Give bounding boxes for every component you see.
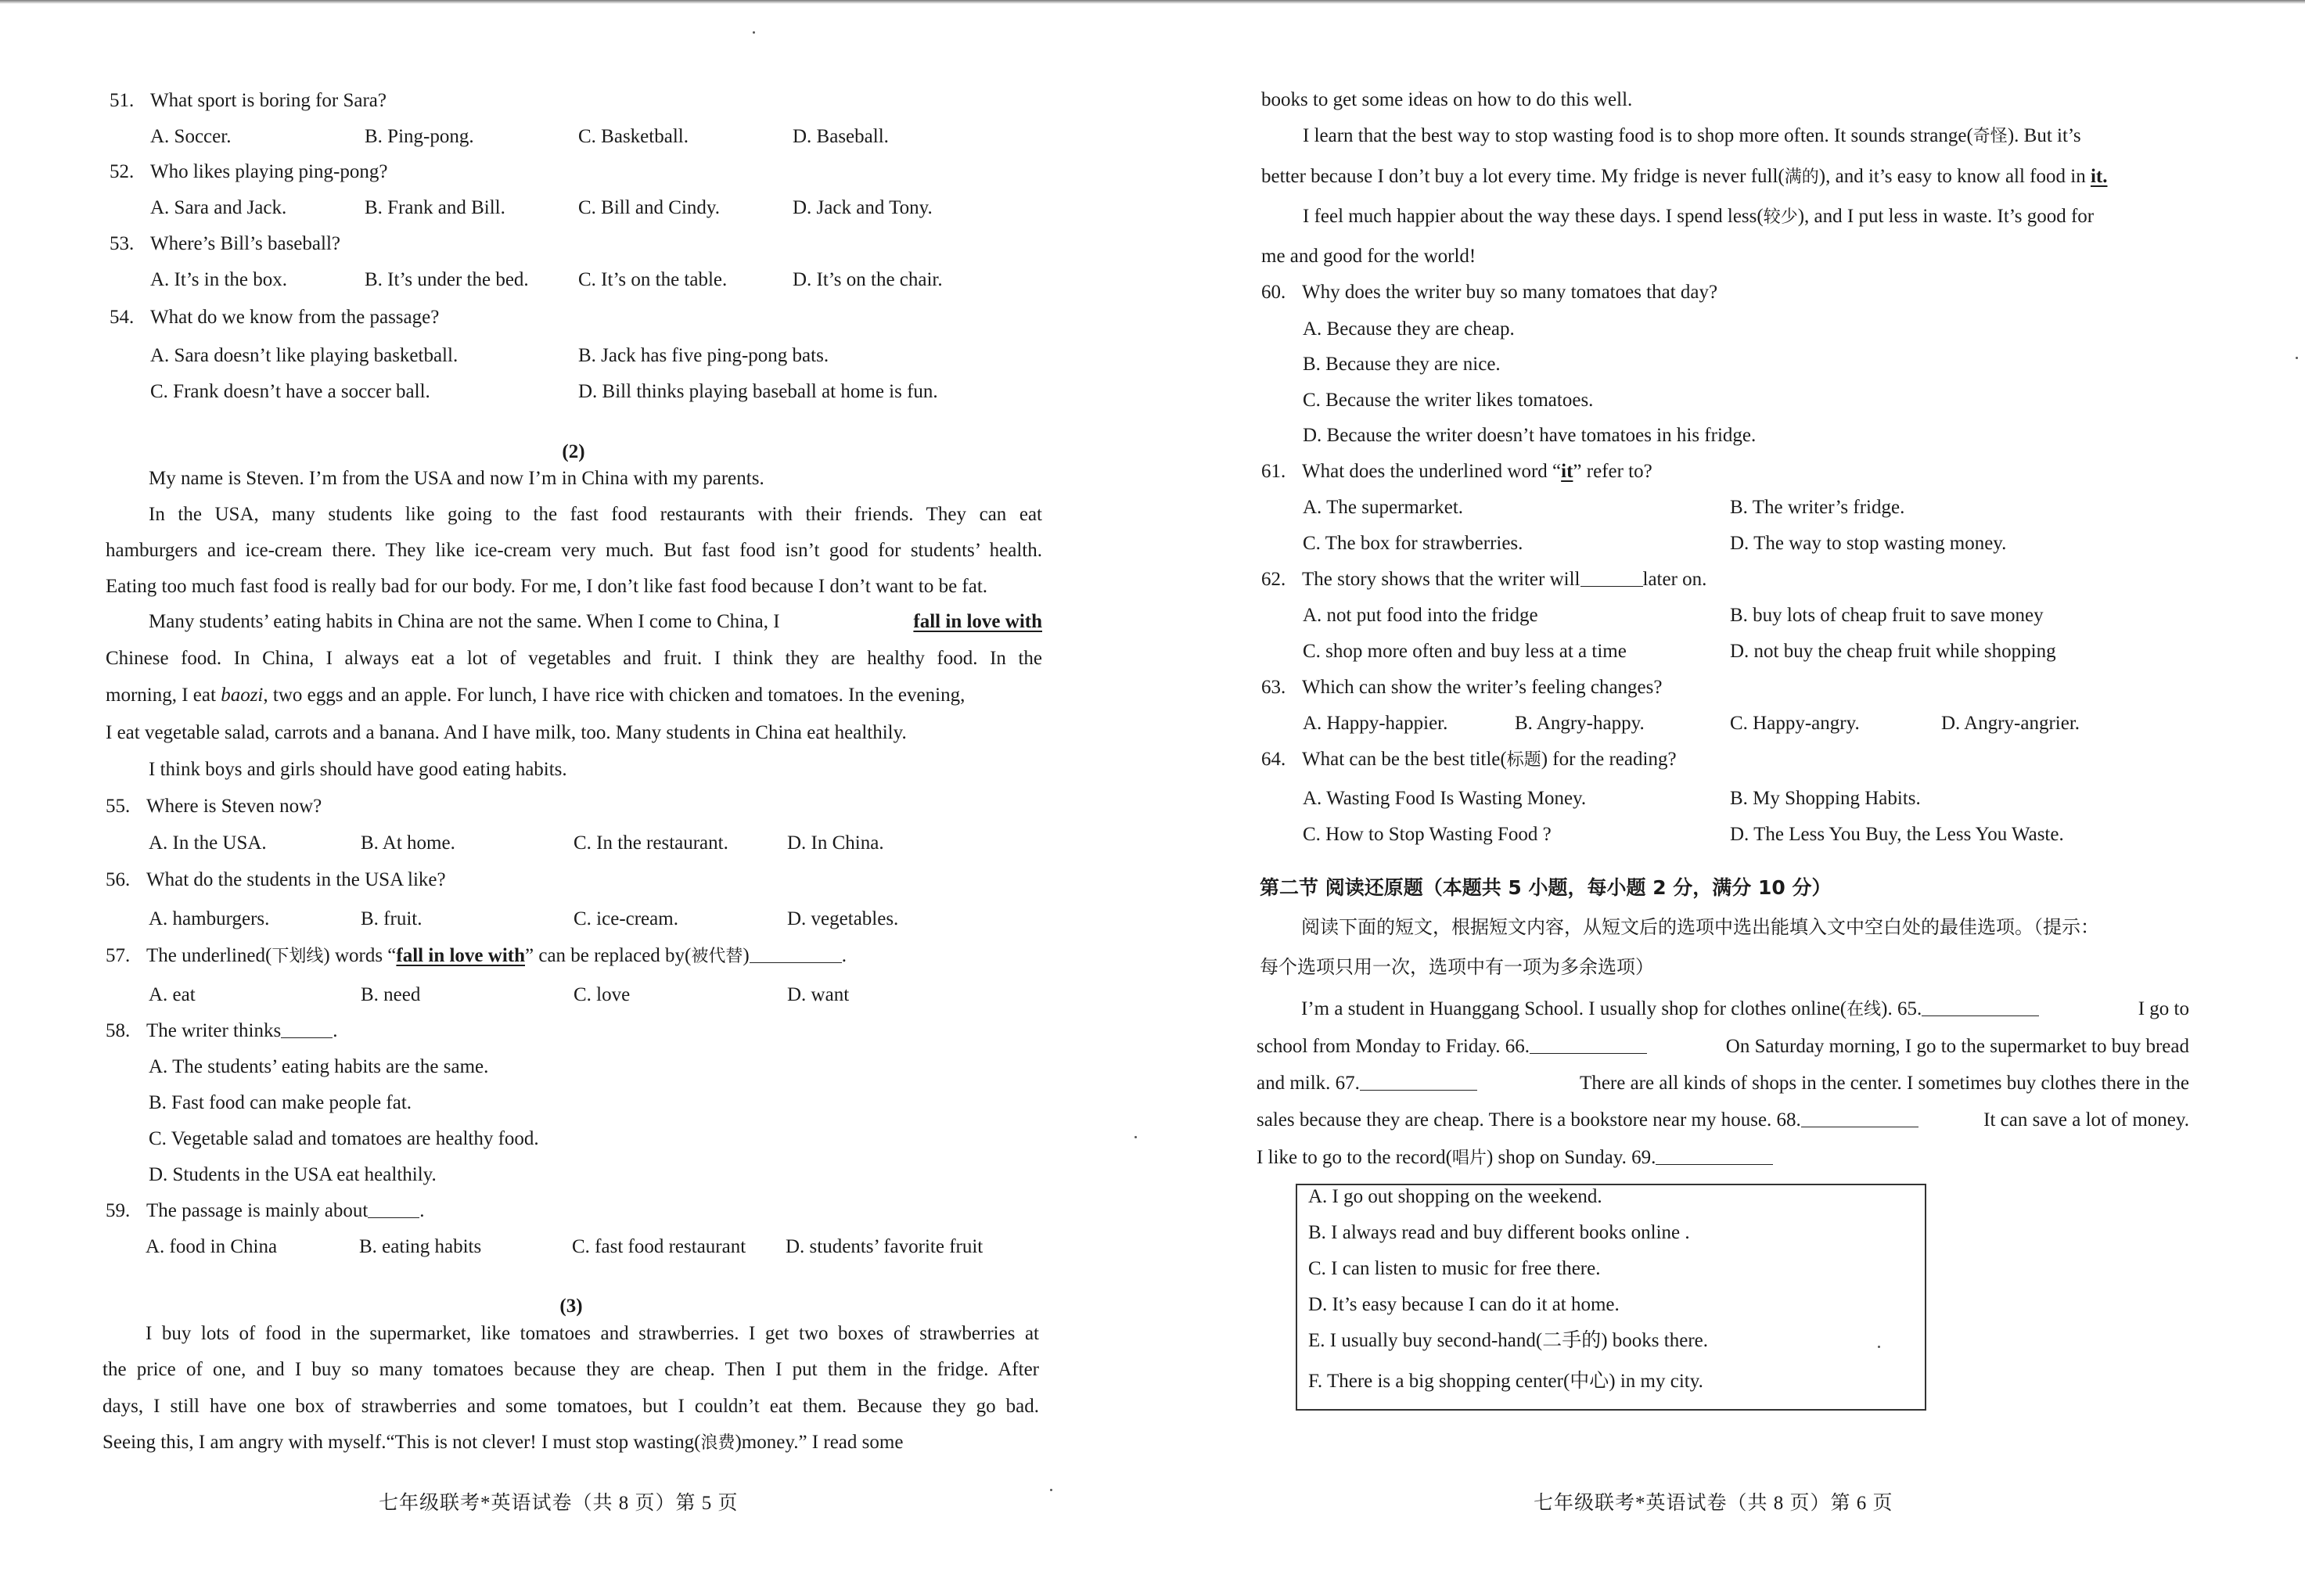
text-run: I like to go to the record( [1257,1147,1452,1168]
option-c[interactable]: C. fast food restaurant [572,1236,746,1257]
instructions-line: 每个选项只用一次，选项中有一项为多余选项） [1260,956,1654,978]
question-number: 59. [106,1200,131,1221]
question-55 [106,795,322,818]
question-number: 61. [1261,461,1286,482]
chinese-gloss: 较少 [1763,207,1798,227]
option-d[interactable]: D. Baseball. [793,126,889,147]
option-a[interactable]: A. It’s in the box. [150,269,287,290]
option-b[interactable]: B. It’s under the bed. [365,269,529,290]
text-run: I go to [2138,998,2189,1019]
text-run: sales because they are cheap. There is a bookstore near my house. 68. [1257,1109,1801,1130]
option-c[interactable]: C. Basketball. [578,126,689,147]
section-heading: 第二节 阅读还原题（本题共 5 小题，每小题 2 分，满分 10 分） [1260,876,1832,899]
answer-blank[interactable] [368,1200,419,1218]
text-run: The underlined( [146,945,272,966]
question-60 [1261,281,1717,304]
choice-b[interactable]: B. I always read and buy different books online . [1308,1222,1690,1243]
question-stem: Why does the writer buy so many tomatoes that day? [1302,282,1718,303]
text-run: ) [743,945,750,966]
text-run: better because I don’t buy a lot every time. My fridge is never full( [1261,166,1785,187]
question-stem: Where’s Bill’s baseball? [150,233,340,254]
question-number: 58. [106,1020,131,1041]
scan-speck [1135,1136,1137,1138]
option-a[interactable]: A. eat [149,984,196,1005]
question-number: 52. [110,161,135,182]
page-5 [0,0,1152,1596]
question-number: 57. [106,945,131,966]
question-number: 55. [106,796,131,817]
question-56 [106,868,446,892]
option-a[interactable]: A. The students’ eating habits are the same. [149,1056,489,1077]
paragraph-line [106,684,965,707]
choice-a[interactable]: A. I go out shopping on the weekend. [1308,1186,1602,1207]
answer-blank-66[interactable] [1530,1036,1647,1054]
question-number: 53. [110,233,135,254]
paragraph-line: In the USA, many students like going to the fast food restaurants with their friends. They can eat [149,504,1042,525]
option-c[interactable]: C. love [574,984,631,1005]
text-run: Seeing this, I am angry with myself.“This is not clever! I must stop wasting( [102,1432,701,1453]
option-d[interactable]: D. students’ favorite fruit [786,1236,983,1257]
option-d[interactable]: D. Bill thinks playing baseball at home is fun. [578,381,938,402]
option-d[interactable]: D. It’s on the chair. [793,269,943,290]
option-b[interactable]: B. Frank and Bill. [365,197,505,218]
question-58 [106,1019,337,1043]
text-run [1303,205,2094,229]
text-run: morning, I eat [106,685,216,706]
option-a[interactable]: A. hamburgers. [149,908,270,929]
option-c[interactable]: C. Bill and Cindy. [578,197,721,218]
option-b[interactable]: B. Because they are nice. [1303,354,1501,375]
question-stem: Which can show the writer’s feeling changes? [1302,677,1663,698]
answer-blank-68[interactable] [1801,1109,1918,1127]
paragraph-line: me and good for the world! [1261,246,1476,267]
paragraph-line: My name is Steven. I’m from the USA and now I’m in China with my parents. [149,468,764,489]
option-d[interactable]: D. Angry-angrier. [1941,713,2080,734]
text-run [1303,124,2081,149]
question-number: 63. [1261,677,1286,698]
option-b[interactable]: B. Angry-happy. [1515,713,1645,734]
answer-blank-69[interactable] [1656,1147,1773,1165]
option-a[interactable]: A. Sara doesn’t like playing basketball. [150,345,458,366]
paragraph-line: Chinese food. In China, I always eat a lot of vegetables and fruit. I think they are healthy food. In the [106,648,1042,669]
text-run: ), and it’s easy to know all food in [1818,166,2086,187]
question-54 [110,306,439,329]
question-57 [106,944,847,969]
chinese-gloss: 标题 [1506,750,1541,770]
paragraph-line: Eating too much fast food is really bad for our body. For me, I don’t like fast food because I don’t want to be fat. [106,576,988,597]
scan-speck [1878,1346,1880,1348]
option-d[interactable]: D. In China. [787,832,884,854]
option-a[interactable]: A. In the USA. [149,832,267,854]
option-c[interactable]: C. Because the writer likes tomatoes. [1303,390,1594,411]
question-stem: What sport is boring for Sara? [150,90,387,111]
option-b[interactable]: B. fruit. [361,908,423,929]
option-b[interactable]: B. My Shopping Habits. [1730,788,1921,809]
option-d[interactable]: D. vegetables. [787,908,899,929]
chinese-gloss: 满的 [1784,167,1819,187]
text-run: It can save a lot of money. [1983,1109,2189,1130]
option-b[interactable]: B. Fast food can make people fat. [149,1092,412,1113]
text-run: On Saturday morning, I go to the supermarket to buy bread [1725,1036,2189,1057]
text-run: . [333,1020,338,1041]
question-61 [1261,460,1652,483]
option-c[interactable]: C. Happy-angry. [1730,713,1860,734]
text-run: There are all kinds of shops in the center. I sometimes buy clothes there in the [1580,1073,2189,1094]
question-number: 51. [110,90,135,111]
question-stem: The writer thinks [146,1020,282,1041]
chinese-gloss: 被代替 [691,947,743,966]
choice-e[interactable]: E. I usually buy second-hand(二手的) books there. [1308,1330,1708,1351]
question-stem: What do we know from the passage? [150,307,440,328]
passage-line [1257,1072,2189,1095]
passage-line [1257,1109,2189,1132]
option-a[interactable]: A. Because they are cheap. [1303,318,1515,340]
paragraph-line [1261,165,2191,189]
question-stem: Where is Steven now? [146,796,322,817]
section-number: (2) [562,441,585,462]
page-footer: 七年级联考*英语试卷（共 8 页）第 6 页 [1534,1493,1893,1514]
underlined-word: it. [2090,166,2108,187]
underlined-phrase: fall in love with [913,611,1042,632]
option-d[interactable]: D. Jack and Tony. [793,197,933,218]
paragraph-line [1303,205,2191,229]
option-c[interactable]: C. It’s on the table. [578,269,728,290]
text-run: ” refer to? [1573,461,1652,482]
scan-speck [753,31,755,34]
paragraph-line: I buy lots of food in the supermarket, like tomatoes and strawberries. I get two boxes of strawberries at [146,1323,1039,1344]
text-run: )money.” I read some [735,1432,904,1453]
italic-word: baozi [221,685,264,706]
option-c[interactable]: C. In the restaurant. [574,832,728,854]
instructions-line: 阅读下面的短文，根据短文内容，从短文后的选项中选出能填入文中空白处的最佳选项。（提示： [1301,916,2099,938]
question-number: 60. [1261,282,1286,303]
passage-line [1301,998,2189,1022]
text-run: What does the underlined word “ [1302,461,1562,482]
text-run: . [841,945,847,966]
option-c[interactable]: C. Vegetable salad and tomatoes are healthy food. [149,1128,539,1149]
question-number: 56. [106,869,131,890]
text-run [1261,165,2107,189]
option-c[interactable]: C. shop more often and buy less at a time [1303,641,1627,662]
paragraph-line: the price of one, and I buy so many tomatoes because they are cheap. Then I put them in the fridge. After [102,1359,1039,1380]
paragraph-line [102,1431,1039,1455]
text-run [1257,1072,1477,1095]
chinese-gloss: 唱片 [1451,1148,1487,1168]
chinese-gloss: 在线 [1847,1000,1882,1019]
option-a[interactable]: A. The supermarket. [1303,497,1464,518]
option-d[interactable]: D. want [787,984,850,1005]
chinese-gloss: 浪费 [700,1433,735,1453]
paragraph-line [149,610,1042,634]
option-a[interactable]: A. Happy-happier. [1303,713,1448,734]
option-a[interactable]: A. Sara and Jack. [150,197,287,218]
page-footer: 七年级联考*英语试卷（共 8 页）第 5 页 [379,1493,739,1514]
answer-blank[interactable] [1580,569,1643,587]
option-b[interactable]: B. Jack has five ping-pong bats. [578,345,829,366]
option-b[interactable]: B. Ping-pong. [365,126,474,147]
text-run: I learn that the best way to stop wasting food is to shop more often. It sounds strange( [1303,125,1973,146]
answer-blank[interactable] [281,1020,333,1038]
text-run: ). But it’s [2007,125,2081,146]
answer-blank-67[interactable] [1360,1073,1477,1091]
option-b[interactable]: B. At home. [361,832,455,854]
underlined-word: it [1561,461,1573,482]
text-run: I’m a student in Huanggang School. I usually shop for clothes online( [1301,998,1847,1019]
scan-speck [2296,357,2298,359]
option-d[interactable]: D. The Less You Buy, the Less You Waste. [1730,824,2064,845]
option-d[interactable]: D. The way to stop wasting money. [1730,533,2007,554]
paragraph-line: I eat vegetable salad, carrots and a banana. And I have milk, too. Many students in China eat healthily. [106,722,907,743]
option-a[interactable]: A. Wasting Food Is Wasting Money. [1303,788,1587,809]
scan-speck [1050,1489,1052,1491]
question-stem: The passage is mainly about [146,1200,369,1221]
question-number: 62. [1261,569,1286,590]
question-59 [106,1199,425,1223]
question-64 [1261,748,1677,772]
paragraph-line: days, I still have one box of strawberries and some tomatoes, but I couldn’t eat them. Because they go bad. [102,1396,1039,1417]
question-62 [1261,568,1706,591]
text-run [102,1431,903,1455]
paragraph-line: hamburgers and ice-cream there. They like ice-cream very much. But fast food isn’t good for students’ health. [106,540,1042,561]
text-run: What can be the best title( [1302,749,1507,770]
option-b[interactable]: B. need [361,984,421,1005]
text-run: school from Monday to Friday. 66. [1257,1036,1530,1057]
option-b[interactable]: B. The writer’s fridge. [1730,497,1905,518]
option-b[interactable]: B. eating habits [359,1236,482,1257]
text-run: ) for the reading? [1541,749,1677,770]
question-51 [110,89,387,113]
text-run: and milk. 67. [1257,1073,1360,1094]
answer-blank-65[interactable] [1922,998,2039,1016]
option-d[interactable]: D. Students in the USA eat healthily. [149,1164,437,1185]
choice-f[interactable]: F. There is a big shopping center(中心) in my city. [1308,1371,1703,1392]
option-d[interactable]: D. not buy the cheap fruit while shopping [1730,641,2056,662]
text-run: . [419,1200,425,1221]
option-c[interactable]: C. ice-cream. [574,908,678,929]
text-run: ) shop on Sunday. 69. [1486,1147,1656,1168]
options-box [1296,1184,1926,1411]
text-run: I feel much happier about the way these days. I spend less( [1303,206,1764,227]
option-a[interactable]: A. Soccer. [150,126,232,147]
option-a[interactable]: A. not put food into the fridge [1303,605,1538,626]
paragraph-line: I think boys and girls should have good eating habits. [149,759,567,780]
option-d[interactable]: D. Because the writer doesn’t have tomatoes in his fridge. [1303,425,1757,446]
text-run: later on. [1642,569,1707,590]
answer-blank[interactable] [750,945,842,963]
question-number: 64. [1261,749,1286,770]
text-run: Many students’ eating habits in China are not the same. When I come to China, I [149,611,780,632]
chinese-gloss: 下划线 [271,947,324,966]
question-number: 54. [110,307,135,328]
paragraph-line [1303,124,2191,149]
text-run: ) words “ [323,945,397,966]
question-52 [110,160,387,184]
underlined-phrase: fall in love with [396,945,525,966]
section-number: (3) [559,1296,583,1317]
question-stem: Who likes playing ping-pong? [150,161,388,182]
text-run: ), and I put less in waste. It’s good for [1797,206,2095,227]
passage-line [1257,1035,2189,1059]
text-run: ” can be replaced by( [525,945,692,966]
choice-d[interactable]: D. It’s easy because I can do it at home. [1308,1294,1620,1315]
text-run [1257,1035,1647,1059]
option-c[interactable]: C. How to Stop Wasting Food ? [1303,824,1552,845]
chinese-gloss: 奇怪 [1972,127,2008,146]
text-run [1301,998,2039,1022]
option-c[interactable]: C. Frank doesn’t have a soccer ball. [150,381,430,402]
option-b[interactable]: B. buy lots of cheap fruit to save money [1730,605,2044,626]
choice-c[interactable]: C. I can listen to music for free there. [1308,1258,1601,1279]
question-63 [1261,676,1662,699]
option-a[interactable]: A. food in China [146,1236,278,1257]
text-run: , two eggs and an apple. For lunch, I have rice with chicken and tomatoes. In the evening, [263,685,966,706]
question-53 [110,232,340,256]
question-stem: The story shows that the writer will [1302,569,1580,590]
text-run: ). 65. [1881,998,1922,1019]
paragraph-line: books to get some ideas on how to do this well. [1261,89,1633,110]
question-stem: What do the students in the USA like? [146,869,446,890]
option-c[interactable]: C. The box for strawberries. [1303,533,1523,554]
text-run [1257,1109,1918,1132]
passage-line [1257,1146,1773,1170]
